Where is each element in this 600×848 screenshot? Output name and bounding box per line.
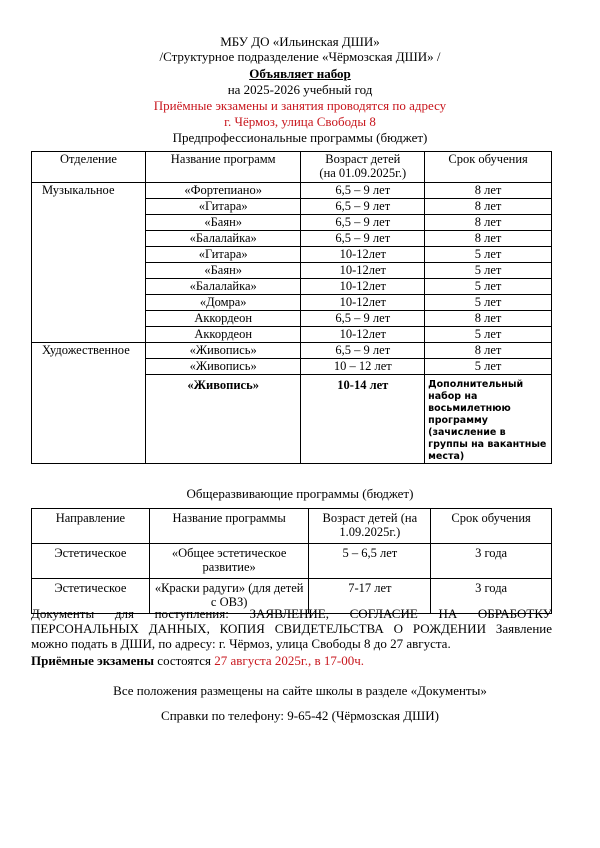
age-cell: 10-12лет xyxy=(301,279,425,295)
dept-cell xyxy=(32,359,146,375)
program-cell: «Живопись» xyxy=(145,375,301,464)
age-cell: 10-12лет xyxy=(301,327,425,343)
header-age-label: Возраст детей xyxy=(325,152,401,166)
term-cell: 5 лет xyxy=(425,359,552,375)
program-cell: «Живопись» xyxy=(145,343,301,359)
program-cell: «Фортепиано» xyxy=(145,183,301,199)
table-row xyxy=(32,295,552,311)
dept-cell xyxy=(32,199,146,215)
subdivision-name: /Структурное подразделение «Чёрмозская ДШИ» / xyxy=(159,49,441,64)
table-row xyxy=(32,183,552,199)
docs-suffix: Заявление можно подать в ДШИ, по адресу: г. Чёрмоз, улица Свободы 8 до 27 августа. xyxy=(31,621,552,651)
term-cell: 3 года xyxy=(431,544,552,579)
age-cell: 10-12лет xyxy=(301,263,425,279)
program-cell: «Баян» xyxy=(145,263,301,279)
dept-cell xyxy=(32,215,146,231)
age-cell: 5 – 6,5 лет xyxy=(309,544,431,579)
table-row xyxy=(32,327,552,343)
age-cell: 6,5 – 9 лет xyxy=(301,199,425,215)
table-row xyxy=(32,279,552,295)
term-cell: 8 лет xyxy=(425,343,552,359)
term-cell: 5 лет xyxy=(425,247,552,263)
phone-info: Справки по телефону: 9-65-42 (Чёрмозская ДШИ) xyxy=(161,708,439,723)
program-cell: «Живопись» xyxy=(145,359,301,375)
header-department: Отделение xyxy=(32,152,146,183)
age-cell: 7-17 лет xyxy=(309,579,431,614)
age-cell: 10-12лет xyxy=(301,247,425,263)
header-term: Срок обучения xyxy=(431,509,552,544)
announce-title: Объявляет набор xyxy=(249,66,351,81)
term-cell: 8 лет xyxy=(425,231,552,247)
table-row xyxy=(32,199,552,215)
term-cell: 5 лет xyxy=(425,279,552,295)
table-header-row xyxy=(32,152,552,183)
dept-cell xyxy=(32,375,146,464)
dept-cell xyxy=(32,247,146,263)
age-cell: 6,5 – 9 лет xyxy=(301,311,425,327)
header-program: Название программ xyxy=(145,152,301,183)
section2-title: Общеразвивающие программы (бюджет) xyxy=(186,486,414,501)
header-term: Срок обучения xyxy=(425,152,552,183)
table-row xyxy=(32,215,552,231)
term-cell: 8 лет xyxy=(425,183,552,199)
program-cell: «Баян» xyxy=(145,215,301,231)
term-cell: 5 лет xyxy=(425,263,552,279)
term-cell: 5 лет xyxy=(425,327,552,343)
preprofessional-programs-table xyxy=(31,151,552,464)
header-age xyxy=(301,152,425,183)
dept-cell: Музыкальное xyxy=(32,183,146,199)
header-direction: Направление xyxy=(32,509,150,544)
table-row xyxy=(32,247,552,263)
program-cell: Аккордеон xyxy=(145,311,301,327)
dept-cell: Художественное xyxy=(32,343,146,359)
term-cell: 8 лет xyxy=(425,199,552,215)
documents-paragraph xyxy=(31,606,552,651)
age-cell: 10-14 лет xyxy=(301,375,425,464)
header-age-date: (на 01.09.2025г.) xyxy=(319,166,407,180)
table-row xyxy=(32,343,552,359)
program-cell: Аккордеон xyxy=(145,327,301,343)
table-row xyxy=(32,263,552,279)
dept-cell xyxy=(32,263,146,279)
dept-cell xyxy=(32,231,146,247)
docs-prefix: Документы для поступления: xyxy=(31,606,250,621)
header-program: Название программы xyxy=(149,509,309,544)
program-cell: «Краски радуги» (для детей с ОВЗ) xyxy=(149,579,309,614)
exams-date: 27 августа 2025г., в 17-00ч. xyxy=(214,653,364,668)
age-cell: 6,5 – 9 лет xyxy=(301,343,425,359)
exams-mid: состоятся xyxy=(154,653,215,668)
dept-cell xyxy=(32,279,146,295)
age-cell: 6,5 – 9 лет xyxy=(301,183,425,199)
age-cell: 6,5 – 9 лет xyxy=(301,215,425,231)
exam-place-line-2: г. Чёрмоз, улица Свободы 8 xyxy=(224,114,376,129)
section1-title: Предпрофессиональные программы (бюджет) xyxy=(172,130,428,145)
dept-cell xyxy=(32,295,146,311)
term-cell: 5 лет xyxy=(425,295,552,311)
program-cell: «Балалайка» xyxy=(145,231,301,247)
academic-year: на 2025-2026 учебный год xyxy=(227,82,373,97)
term-cell: 8 лет xyxy=(425,215,552,231)
program-cell: «Гитара» xyxy=(145,199,301,215)
age-cell: 6,5 – 9 лет xyxy=(301,231,425,247)
program-cell: «Домра» xyxy=(145,295,301,311)
docs-list: ЗАЯВЛЕНИЕ, СОГЛАСИЕ НА ОБРАБОТКУ ПЕРСОНАЛЬНЫХ ДАННЫХ, КОПИЯ СВИДЕТЕЛЬСТВА О РОЖДЕНИИ xyxy=(31,606,552,636)
dept-cell xyxy=(32,311,146,327)
program-cell: «Балалайка» xyxy=(145,279,301,295)
term-cell: 8 лет xyxy=(425,311,552,327)
program-cell: «Гитара» xyxy=(145,247,301,263)
table-row xyxy=(32,311,552,327)
term-cell: 3 года xyxy=(431,579,552,614)
table-header-row xyxy=(32,509,552,544)
table-row-extra-enrollment xyxy=(32,375,552,464)
age-cell: 10 – 12 лет xyxy=(301,359,425,375)
direction-cell: Эстетическое xyxy=(32,544,150,579)
table-row xyxy=(32,544,552,579)
extra-enrollment-note: Дополнительный набор на восьмилетнюю программу (зачисление в группы на вакантные места) xyxy=(425,375,552,464)
header-age: Возраст детей (на 1.09.2025г.) xyxy=(309,509,431,544)
direction-cell: Эстетическое xyxy=(32,579,150,614)
exams-label: Приёмные экзамены xyxy=(31,653,155,668)
exam-place-line-1: Приёмные экзамены и занятия проводятся по адресу xyxy=(153,98,447,113)
general-programs-table xyxy=(31,508,552,614)
table-row xyxy=(32,231,552,247)
exams-paragraph xyxy=(31,653,552,668)
age-cell: 10-12лет xyxy=(301,295,425,311)
program-cell: «Общее эстетическое развитие» xyxy=(149,544,309,579)
org-name: МБУ ДО «Ильинская ДШИ» xyxy=(220,34,380,49)
dept-cell xyxy=(32,327,146,343)
site-info: Все положения размещены на сайте школы в разделе «Документы» xyxy=(113,683,487,698)
table-row xyxy=(32,359,552,375)
